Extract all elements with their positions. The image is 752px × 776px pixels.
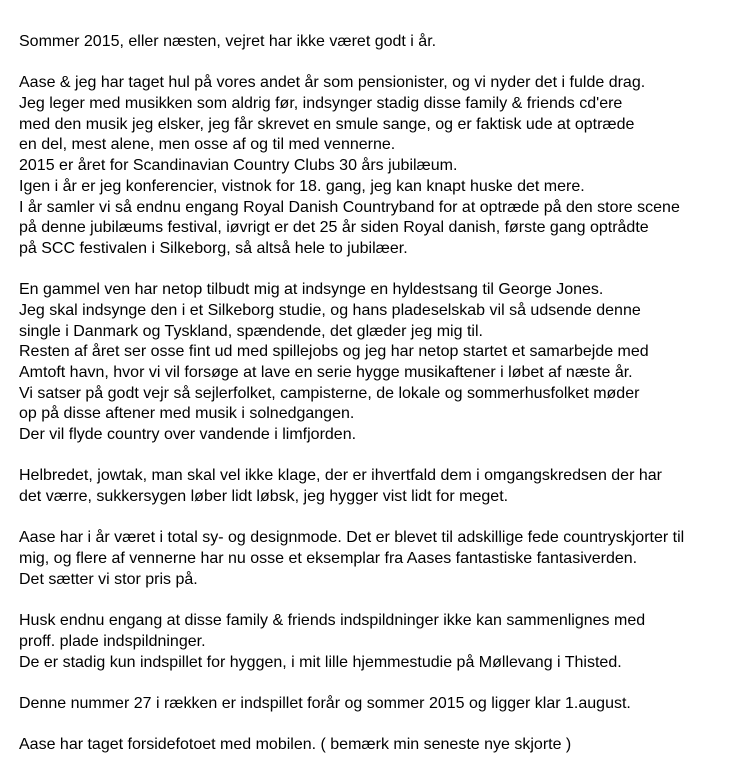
text-line: 2015 er året for Scandinavian Country Clubs 30 års jubilæum.: [19, 157, 458, 175]
text-line: Jeg skal indsynge den i et Silkeborg studie, og hans pladeselskab vil så udsende denne: [19, 301, 641, 319]
text-line: Jeg leger med musikken som aldrig før, indsynger stadig disse family & friends cd'ere: [19, 95, 623, 112]
text-line: Amtoft havn, hvor vi vil forsøge at lave en serie hygge musikaftener i løbet af næste år.: [19, 364, 633, 382]
text-line: En gammel ven har netop tilbudt mig at indsynge en hyldestsang til George Jones.: [19, 281, 604, 299]
text-line: en del, mest alene, men osse af og til med vennerne.: [19, 136, 396, 154]
text-line: single i Danmark og Tyskland, spændende, det glæder jeg mig til.: [19, 322, 483, 340]
text-line: på SCC festivalen i Silkeborg, så altså hele to jubilæer.: [19, 239, 408, 257]
paragraph-album-number: [19, 694, 752, 715]
text-line: proff. plade indspildninger.: [19, 632, 206, 650]
letter-body: [19, 32, 752, 776]
text-line: op på disse aftener med musik i solnedgangen.: [19, 405, 355, 423]
text-line: Sommer 2015, eller næsten, vejret har ikke været godt i år.: [19, 33, 437, 50]
text-line: på denne jubilæums festival, iøvrigt er det 25 år siden Royal danish, første gang optrådte: [19, 219, 649, 237]
paragraph-shirts: [19, 528, 752, 590]
text-line: Vi satser på godt vejr så sejlerfolket, campisterne, de lokale og sommerhusfolket møder: [19, 384, 640, 402]
paragraph-cover-photo: [19, 735, 752, 756]
text-line: med den musik jeg elsker, jeg får skrevet en smule sange, og er faktisk ude at optræde: [19, 115, 635, 133]
text-line: Helbredet, jowtak, man skal vel ikke klage, der er ihvertfald dem i omgangskredsen der har: [19, 467, 662, 485]
text-line: Aase har taget forsidefotoet med mobilen. ( bemærk min seneste nye skjorte ): [19, 736, 572, 754]
text-line: Denne nummer 27 i rækken er indspillet forår og sommer 2015 og ligger klar 1.august.: [19, 694, 631, 712]
text-line: Resten af året ser osse fint ud med spillejobs og jeg har netop startet et samarbejde med: [19, 343, 649, 361]
paragraph-george-jones: [19, 280, 752, 446]
text-line: Der vil flyde country over vandende i limfjorden.: [19, 426, 357, 444]
text-line: Aase & jeg har taget hul på vores andet år som pensionister, og vi nyder det i fulde drag.: [19, 74, 646, 92]
paragraph-intro: [19, 32, 752, 53]
text-line: det værre, sukkersygen løber lidt løbsk, jeg hygger vist lidt for meget.: [19, 488, 509, 506]
paragraph-music: [19, 73, 752, 259]
text-line: Husk endnu engang at disse family & friends indspildninger ikke kan sammenlignes med: [19, 612, 646, 630]
text-line: mig, og flere af vennerne har nu osse et eksemplar fra Aases fantastiske fantasiverden.: [19, 550, 638, 568]
text-line: Aase har i år været i total sy- og designmode. Det er blevet til adskillige fede countryskjorter til: [19, 529, 685, 547]
text-line: Det sætter vi stor pris på.: [19, 570, 198, 588]
paragraph-recordings: [19, 611, 752, 673]
text-line: De er stadig kun indspillet for hyggen, i mit lille hjemmestudie på Møllevang i Thisted.: [19, 653, 622, 671]
text-line: I år samler vi så endnu engang Royal Danish Countryband for at optræde på den store scene: [19, 198, 680, 216]
paragraph-health: [19, 466, 752, 507]
text-line: Igen i år er jeg konferencier, vistnok for 18. gang, jeg kan knapt huske det mere.: [19, 177, 585, 195]
